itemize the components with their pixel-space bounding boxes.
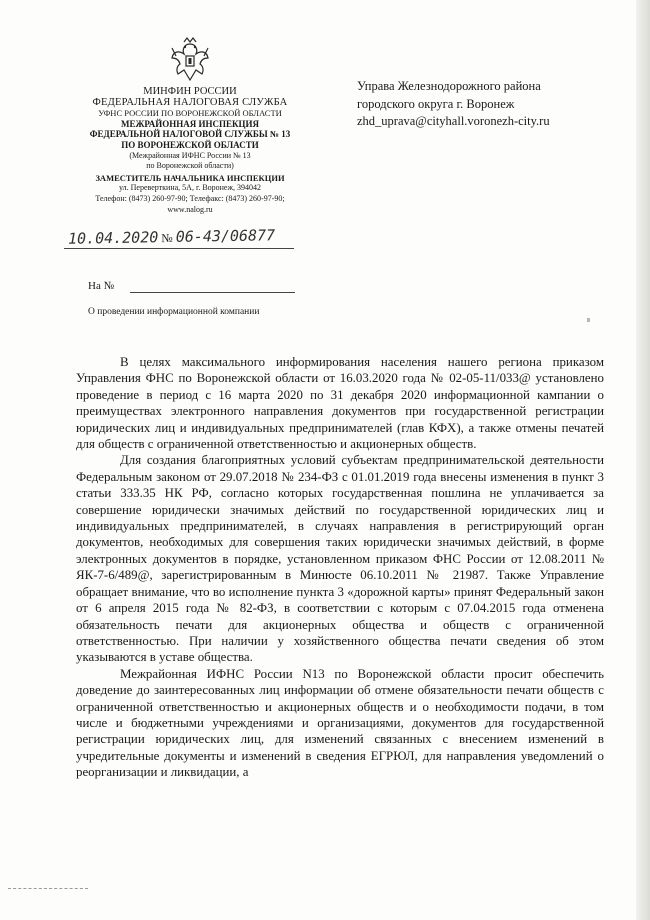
scan-speck: [587, 318, 590, 322]
letter-body: [76, 354, 604, 781]
inspection-short-1: (Межрайонная ИФНС России № 13: [129, 150, 251, 160]
inspection-short-2: по Воронежской области): [146, 161, 234, 171]
sender-letterhead: [60, 87, 320, 215]
inspection-name-3: ПО ВОРОНЕЖСКОЙ ОБЛАСТИ: [121, 139, 259, 150]
body-paragraph-3: Межрайонная ИФНС России N13 по Воронежской области просит обеспечить доведение до заинтересованных лиц информации об отмене обязательности печати обществ с ограниченной ответственностью и акционерных обществ и о необходимости подачи, в том числе и бюджетными учреждениями и организациями, документов для государственной регистрации юридических лиц, для изменений связанных с внесением изменений в учредительные документы и изменений в сведения ЕГРЮЛ, для направления уведомлений о реорганизации и ликвидации, а: [76, 666, 604, 780]
reference-label: На №: [88, 280, 115, 292]
signatory-position: ЗАМЕСТИТЕЛЬ НАЧАЛЬНИКА ИНСПЕКЦИИ: [95, 172, 285, 183]
ministry-name: МИНФИН РОССИИ: [143, 86, 237, 97]
coat-of-arms-icon: [170, 36, 210, 84]
scan-edge: [636, 0, 650, 920]
reference-underline: [130, 292, 295, 293]
body-paragraph-1: В целях максимального информирования населения нашего региона приказом Управления ФНС по Воронежской области от 16.03.2020 года № 02-05-11/033@ установлено проведение в период с 16 марта 2020 по 31 декабря 2020 информационной кампании о преимуществах электронного направления документов при государственной регистрации юридических лиц и индивидуальных предпринимателей (глав КФХ), а также отмены печатей для обществ с ограниченной ответственностью и акционерных обществ.: [76, 355, 604, 452]
regional-office: УФНС РОССИИ ПО ВОРОНЕЖСКОЙ ОБЛАСТИ: [98, 108, 282, 119]
number-sign: №: [161, 230, 173, 246]
handwritten-registration: [68, 226, 275, 248]
recipient-line-2: городского округа г. Воронеж: [357, 96, 515, 111]
phone-fax: Телефон: (8473) 260-97-90; Телефакс: (8473) 260-97-90;: [95, 193, 285, 203]
recipient-block: [357, 78, 627, 131]
service-name: ФЕДЕРАЛЬНАЯ НАЛОГОВАЯ СЛУЖБА: [92, 96, 288, 108]
inspection-name-1: МЕЖРАЙОННАЯ ИНСПЕКЦИЯ: [120, 118, 260, 129]
website: www.nalog.ru: [167, 204, 213, 214]
registration-underline: [64, 248, 294, 249]
registration-date: 10.04.2020: [67, 228, 159, 248]
recipient-email: zhd_uprava@cityhall.voronezh-city.ru: [357, 114, 550, 128]
address: ул. Переверткина, 5А, г. Воронеж, 394042: [118, 183, 262, 193]
registration-number: 06-43/06877: [175, 226, 276, 246]
margin-mark: [8, 888, 88, 889]
inspection-name-2: ФЕДЕРАЛЬНОЙ НАЛОГОВОЙ СЛУЖБЫ № 13: [89, 129, 291, 140]
recipient-line-1: Управа Железнодорожного района: [357, 79, 541, 93]
letter-subject: О проведении информационной компании: [88, 307, 260, 317]
body-paragraph-2: Для создания благоприятных условий субъектам предпринимательской деятельности Федеральным законом от 29.07.2018 № 234-ФЗ с 01.01.2019 года внесены изменения в пункт 3 статьи 333.35 НК РФ, согласно которых государственная пошлина не уплачивается за совершение юридически значимых действий по государственной юридических лиц и индивидуальных предпринимателей, в случаях направления в регистрирующий орган документов, необходимых для совершения таких юридически значимых действий, в форме электронных документов в порядке, установленном приказом ФНС России от 12.08.2011 № ЯК-7-6/489@, зарегистрированным в Минюсте 06.10.2011 № 21987. Также Управление обращает внимание, что во исполнение пункта 3 «дорожной карты» принят Федеральный закон от 6 апреля 2015 года № 82-ФЗ, в соответствии с которым с 07.04.2015 года отменена обязательность печати для акционерных общества и обществ с ограниченной ответственностью. При наличии у хозяйственного общества печати сведения об этом указываются в уставе общества.: [76, 453, 604, 665]
